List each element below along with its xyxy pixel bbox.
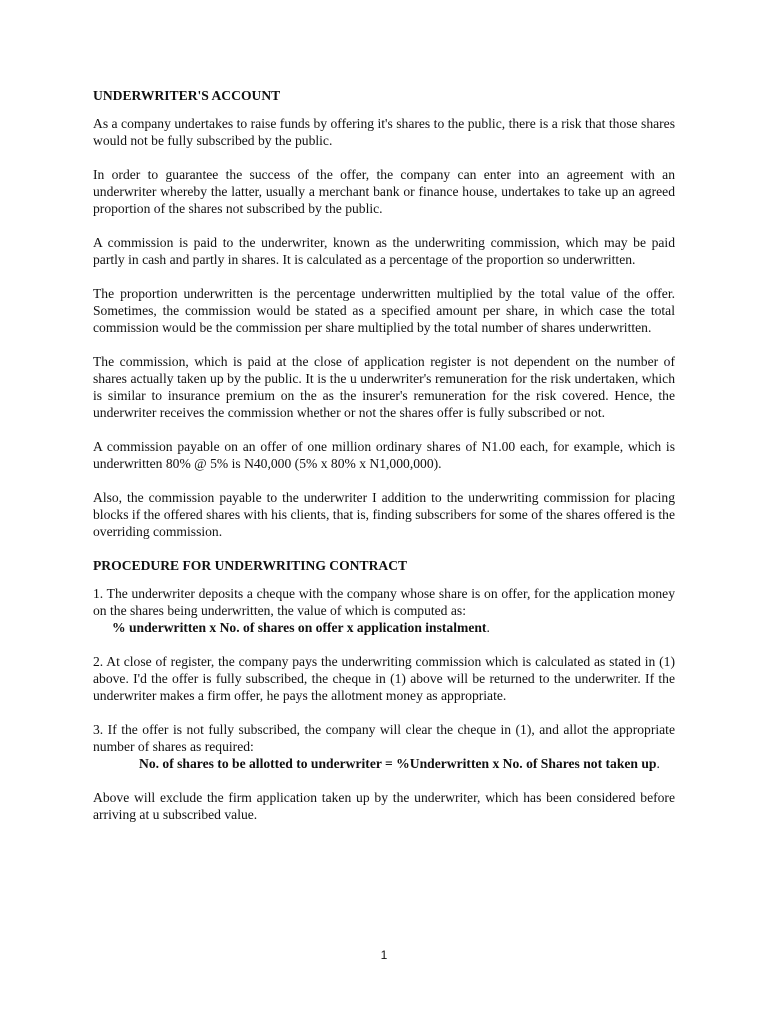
step-1-text: 1. The underwriter deposits a cheque with the company whose share is on offer, for the application money on the shares being underwritten, the value of which is computed as:	[93, 586, 675, 618]
paragraph: A commission is paid to the underwriter, known as the underwriting commission, which may be paid partly in cash and partly in shares. It is calculated as a percentage of the proportion so underwritten.	[93, 235, 675, 267]
paragraph: As a company undertakes to raise funds by offering it's shares to the public, there is a risk that those shares would not be fully subscribed by the public.	[93, 116, 675, 148]
step-1-formula-end: .	[486, 620, 490, 635]
step-1-formula: % underwritten x No. of shares on offer x application instalment	[112, 620, 487, 635]
paragraph: The commission, which is paid at the close of application register is not dependent on the number of shares actually taken up by the public. It is the u underwriter's remuneration for the risk undertaken, which is similar to insurance premium on the as the insurer's remuneration for the risk covered. Hence, the underwriter receives the commission whether or not the shares offer is fully subscribed or not.	[93, 354, 675, 420]
paragraph: The proportion underwritten is the percentage underwritten multiplied by the total value of the offer. Sometimes, the commission would be stated as a specified amount per share, in which case the total commission would be the commission per share multiplied by the total number of shares underwritten.	[93, 286, 675, 335]
procedure-step-3	[93, 721, 675, 772]
step-3-formula: No. of shares to be allotted to underwriter = %Underwritten x No. of Shares not taken up	[139, 756, 657, 771]
closing-paragraph: Above will exclude the firm application taken up by the underwriter, which has been considered before arriving at u subscribed value.	[93, 790, 675, 822]
step-3-formula-end: .	[656, 756, 660, 771]
paragraph: Also, the commission payable to the underwriter I addition to the underwriting commission for placing blocks if the offered shares with his clients, that is, finding subscribers for some of the shares offered is the overriding commission.	[93, 490, 675, 539]
procedure-step-1	[93, 585, 675, 636]
step-3-formula-wrap	[93, 755, 675, 772]
page-number: 1	[380, 948, 388, 962]
paragraph: A commission payable on an offer of one million ordinary shares of N1.00 each, for example, which is underwritten 80% @ 5% is N40,000 (5% x 80% x N1,000,000).	[93, 439, 675, 471]
procedure-step-2: 2. At close of register, the company pays the underwriting commission which is calculated as stated in (1) above. I'd the offer is fully subscribed, the cheque in (1) above will be returned to the underwriter. If the underwriter makes a firm offer, he pays the allotment money as appropriate.	[93, 654, 675, 703]
paragraph: In order to guarantee the success of the offer, the company can enter into an agreement with an underwriter whereby the latter, usually a merchant bank or finance house, undertakes to take up an agreed proportion of the shares not subscribed by the public.	[93, 167, 675, 216]
section-heading-procedure: PROCEDURE FOR UNDERWRITING CONTRACT	[93, 558, 408, 573]
page-content	[93, 87, 675, 840]
step-3-text: 3. If the offer is not fully subscribed, the company will clear the cheque in (1), and allot the appropriate number of shares as required:	[93, 722, 675, 754]
section-heading-underwriters-account: UNDERWRITER'S ACCOUNT	[93, 88, 281, 103]
